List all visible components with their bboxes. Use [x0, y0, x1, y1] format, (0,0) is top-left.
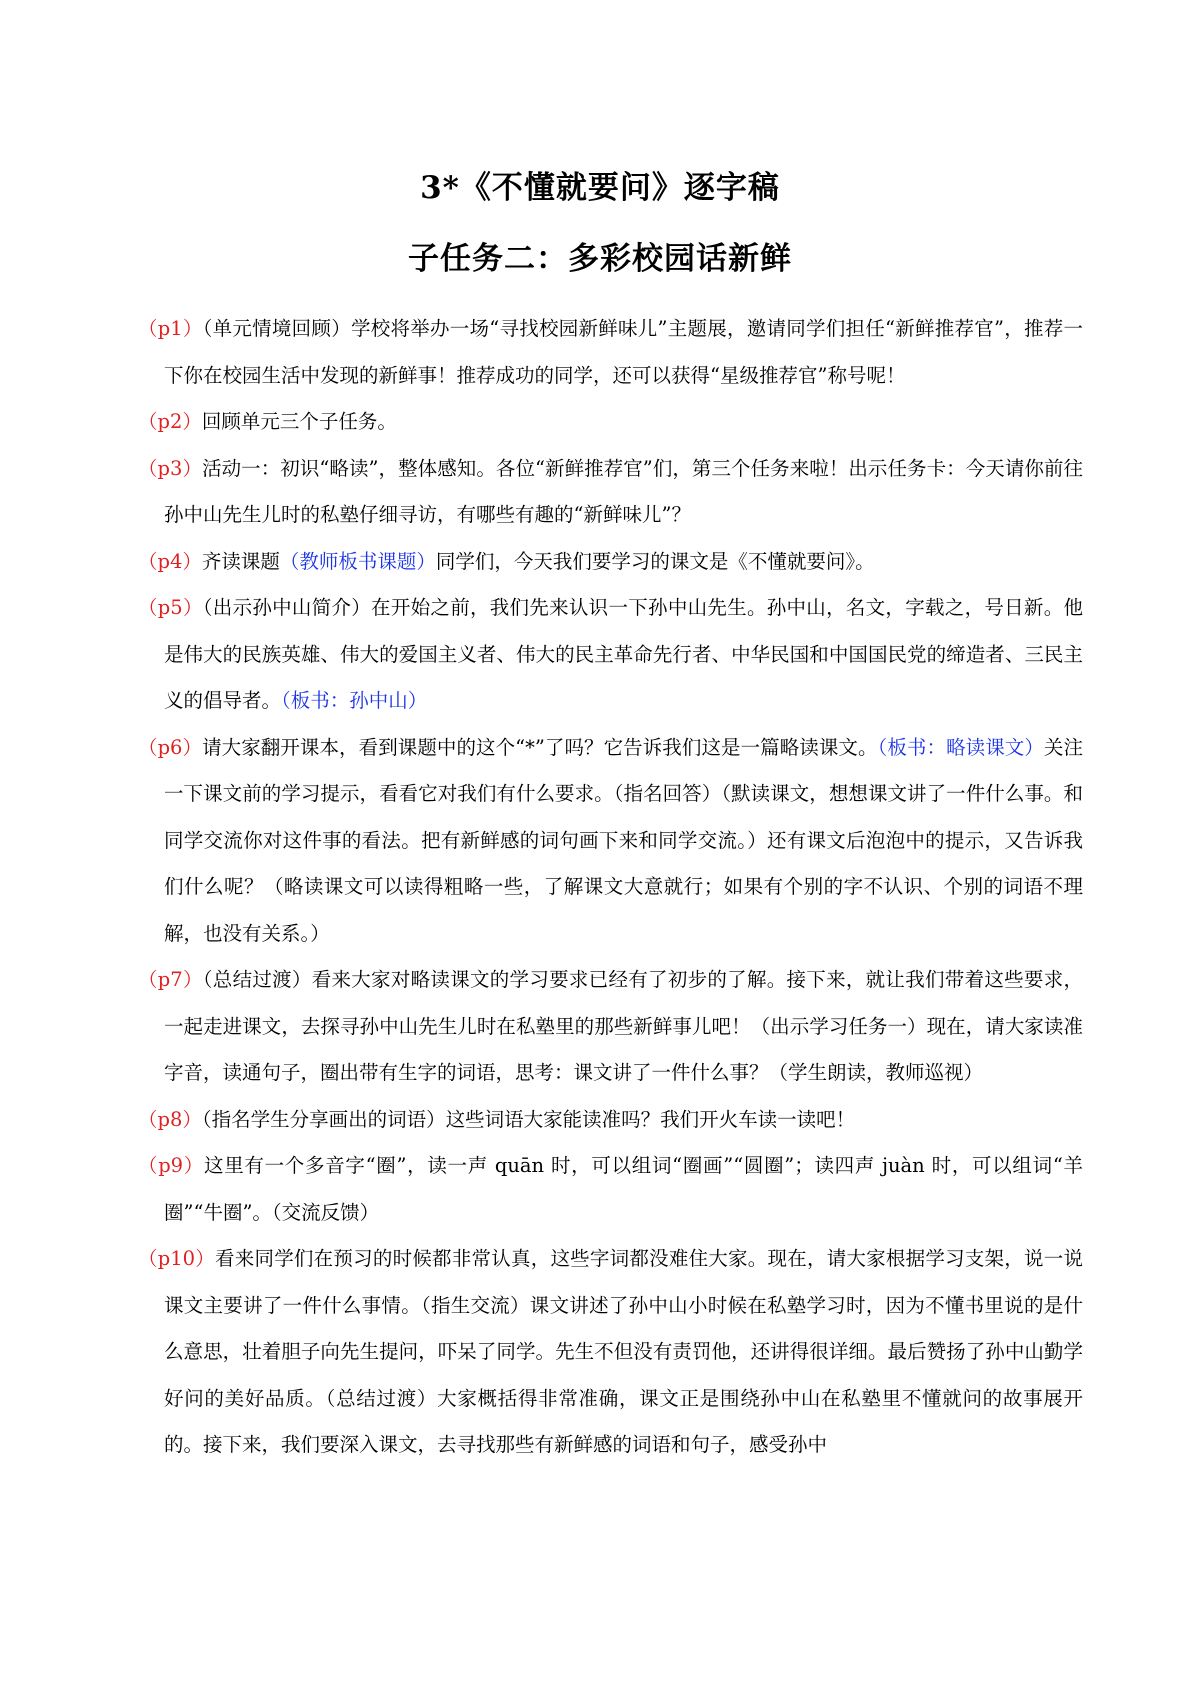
paragraph-text: （指名学生分享画出的词语）这些词语大家能读准吗？我们开火车读一读吧！ [201, 1107, 856, 1131]
paragraph-p4 [138, 539, 1083, 586]
paragraph-p10 [138, 1236, 1083, 1469]
paragraph-p6 [138, 725, 1083, 958]
paragraph-marker: （p6） [138, 735, 203, 759]
paragraph-text: 看来同学们在预习的时候都非常认真，这些字词都没难住大家。现在，请大家根据学习支架，说一说课文主要讲了一件什么事情。（指生交流）课文讲述了孙中山小时候在私塾学习时，因为不懂书里说的是什么意思，壮着胆子向先生提问，吓呆了同学。先生不但没有责罚他，还讲得很详细。最后赞扬了孙中山勤学好问的美好品质。（总结过渡）大家概括得非常准确，课文正是围绕孙中山在私塾里不懂就问的故事展开的。接下来，我们要深入课文，去寻找那些有新鲜感的词语和句子，感受孙中 [164, 1247, 1083, 1456]
paragraph-p2 [138, 399, 1083, 446]
paragraph-text: （总结过渡）看来大家对略读课文的学习要求已经有了初步的了解。接下来，就让我们带着这些要求，一起走进课文，去探寻孙中山先生儿时在私塾里的那些新鲜事儿吧！（出示学习任务一）现在，请大家读准字音，读通句子，圈出带有生字的词语，思考：课文讲了一件什么事？（学生朗读，教师巡视） [164, 968, 1083, 1084]
paragraph-marker: （p2） [138, 410, 202, 433]
paragraph-text: 活动一：初识“略读”，整体感知。各位“新鲜推荐官”们，第三个任务来啦！出示任务卡：今天请你前往孙中山先生儿时的私塾仔细寻访，有哪些有趣的“新鲜味儿”？ [164, 456, 1083, 526]
paragraph-p7 [138, 957, 1083, 1097]
paragraph-marker: （p7） [138, 968, 203, 991]
paragraph-text: （出示孙中山简介）在开始之前，我们先来认识一下孙中山先生。孙中山，名文，字载之，号日新。他是伟大的民族英雄、伟大的爱国主义者、伟大的民主革命先行者、中华民国和中国国民党的缔造者、三民主义的倡导者。 [164, 596, 1083, 712]
paragraph-text: 请大家翻开课本，看到课题中的这个“*”了吗？它告诉我们这是一篇略读课文。 [202, 735, 878, 759]
paragraph-p1 [138, 306, 1083, 399]
paragraph-marker: （p9） [138, 1154, 204, 1177]
paragraph-marker: （p10） [138, 1247, 215, 1270]
document-subtitle: 子任务二：多彩校园话新鲜 [408, 241, 792, 277]
paragraph-text: 这里有一个多音字“圈”，读一声 quān 时，可以组词“圈画”“圆圈”；读四声 juàn 时，可以组词“羊圈”“牛圈”。（交流反馈） [164, 1154, 1084, 1224]
paragraph-marker: （p4） [138, 549, 202, 573]
paragraph-text: 同学们，今天我们要学习的课文是《不懂就要问》。 [435, 549, 875, 573]
paragraph-marker: （p5） [138, 596, 203, 619]
blackboard-note: （板书：孙中山） [281, 689, 428, 712]
paragraph-text: 齐读课题 [201, 549, 280, 573]
paragraph-marker: （p3） [138, 456, 203, 480]
blackboard-note: （教师板书课题） [279, 549, 436, 573]
paragraph-p8 [138, 1097, 1083, 1144]
document-title: 3*《不懂就要问》逐字稿 [420, 170, 780, 206]
document-body [138, 306, 1083, 1469]
paragraph-text: 关注一下课文前的学习提示，看看它对我们有什么要求。（指名回答）（默读课文，想想课文讲了一件什么事。和同学交流你对这件事的看法。把有新鲜感的词句画下来和同学交流。）还有课文后泡泡中的提示，又告诉我们什么呢？（略读课文可以读得粗略一些，了解课文大意就行；如果有个别的字不认识、个别的词语不理解，也没有关系。） [164, 735, 1083, 945]
paragraph-text: （单元情境回顾）学校将举办一场“寻找校园新鲜味儿”主题展，邀请同学们担任“新鲜推荐官”，推荐一下你在校园生活中发现的新鲜事！推荐成功的同学，还可以获得“星级推荐官”称号呢！ [164, 317, 1083, 387]
blackboard-note: （板书：略读课文） [877, 735, 1044, 759]
paragraph-text: 回顾单元三个子任务。 [201, 410, 397, 433]
paragraph-p3 [138, 446, 1083, 539]
paragraph-marker: （p8） [138, 1107, 202, 1131]
paragraph-marker: （p1） [138, 317, 203, 340]
paragraph-p5 [138, 585, 1083, 725]
paragraph-p9 [138, 1143, 1083, 1236]
